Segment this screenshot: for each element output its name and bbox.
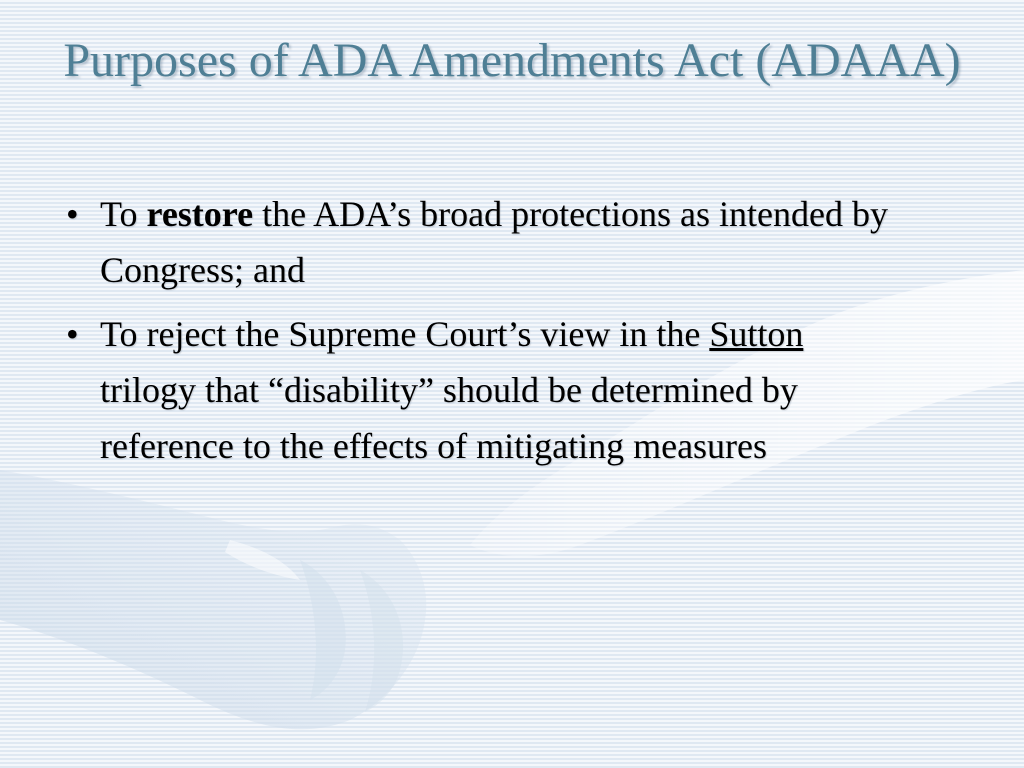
bullet-marker: • bbox=[66, 194, 79, 234]
slide-title: Purposes of ADA Amendments Act (ADAAA) bbox=[63, 34, 961, 87]
bullet-list bbox=[60, 186, 900, 482]
bullet-2-case-name-sutton: Sutton bbox=[709, 314, 804, 354]
bullet-2-text-part: To reject the Supreme Court’s view in the bbox=[100, 314, 710, 354]
bullet-1-emphasis-restore: restore bbox=[146, 194, 254, 234]
bullet-2-text-part: trilogy that “disability” should be determined by reference to the effects of mitigating measures bbox=[100, 370, 798, 466]
bullet-marker: • bbox=[66, 314, 79, 354]
bullet-1-text-part: To bbox=[100, 194, 147, 234]
bullet-item-1 bbox=[60, 186, 900, 298]
bullet-1-text-part: the ADA’s broad protections as intended by Congress; and bbox=[100, 194, 888, 290]
bullet-item-2 bbox=[60, 306, 900, 474]
